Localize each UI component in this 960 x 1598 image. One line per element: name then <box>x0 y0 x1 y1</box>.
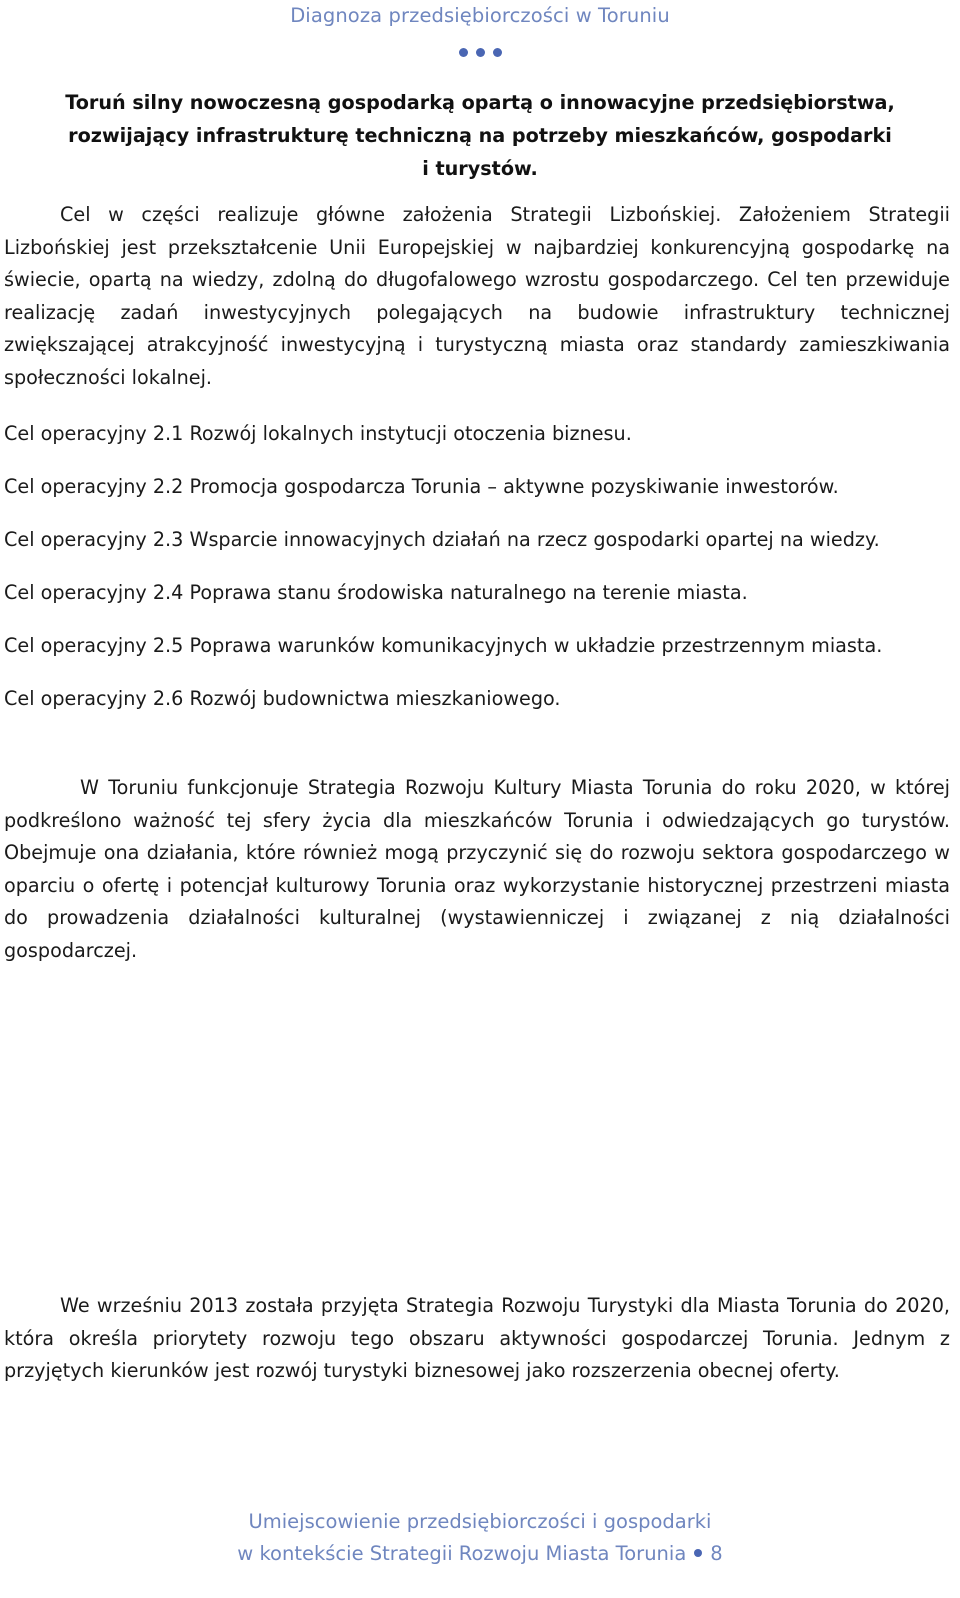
operational-goal-item: Cel operacyjny 2.3 Wsparcie innowacyjnych działań na rzecz gospodarki opartej na wiedzy. <box>4 528 880 551</box>
footer-separator-dot <box>694 1549 702 1557</box>
strategic-goal-heading <box>0 86 960 185</box>
operational-goal-item: Cel operacyjny 2.6 Rozwój budownictwa mieszkaniowego. <box>4 687 561 710</box>
ornament-dot <box>476 48 485 57</box>
page-number: 8 <box>710 1542 723 1565</box>
ornament-dot <box>493 48 502 57</box>
running-header: Diagnoza przedsiębiorczości w Toruniu <box>290 4 670 27</box>
heading-line: rozwijający infrastrukturę techniczną na potrzeby mieszkańców, gospodarki <box>68 124 892 147</box>
footer-line <box>0 1538 960 1570</box>
header-ornament <box>0 42 960 61</box>
operational-goal-item: Cel operacyjny 2.5 Poprawa warunków komunikacyjnych w układzie przestrzennym miasta. <box>4 634 883 657</box>
heading-line: Toruń silny nowoczesną gospodarką opartą o innowacyjne przedsiębiorstwa, <box>65 91 895 114</box>
operational-goal-item: Cel operacyjny 2.2 Promocja gospodarcza Torunia – aktywne pozyskiwanie inwestorów. <box>4 475 839 498</box>
heading-line: i turystów. <box>422 157 538 180</box>
footer-line: Umiejscowienie przedsiębiorczości i gospodarki <box>248 1510 712 1533</box>
body-paragraph: W Toruniu funkcjonuje Strategia Rozwoju Kultury Miasta Torunia do roku 2020, w której podkreślono ważność tej sfery życia dla mieszkańców Torunia i odwiedzających go turystów. Obejmuje ona działania, które również mogą przyczynić się do rozwoju sektora gospodarczego w oparciu o ofertę i potencjał kulturowy Torunia oraz wykorzystanie historycznej przestrzeni miasta do prowadzenia działalności kulturalnej (wystawienniczej i związanej z nią działalności gospodarczej. <box>4 776 950 962</box>
operational-goal-item: Cel operacyjny 2.4 Poprawa stanu środowiska naturalnego na terenie miasta. <box>4 581 748 604</box>
running-footer <box>0 1506 960 1570</box>
operational-goal-item: Cel operacyjny 2.1 Rozwój lokalnych instytucji otoczenia biznesu. <box>4 422 632 445</box>
body-paragraph: Cel w części realizuje główne założenia Strategii Lizbońskiej. Założeniem Strategii Lizbońskiej jest przekształcenie Unii Europejskiej w najbardziej konkurencyjną gospodarkę na świecie, opartą na wiedzy, zdolną do długofalowego wzrostu gospodarczego. Cel ten przewiduje realizację zadań inwestycyjnych polegających na budowie infrastruktury technicznej zwiększającej atrakcyjność inwestycyjną i turystyczną miasta oraz standardy zamieszkiwania społeczności lokalnej. <box>4 203 950 389</box>
ornament-dot <box>459 48 468 57</box>
footer-text: w kontekście Strategii Rozwoju Miasta Torunia <box>237 1542 687 1565</box>
body-paragraph: We wrześniu 2013 została przyjęta Strategia Rozwoju Turystyki dla Miasta Torunia do 2020, która określa priorytety rozwoju tego obszaru aktywności gospodarczej Torunia. Jednym z przyjętych kierunków jest rozwój turystyki biznesowej jako rozszerzenia obecnej oferty. <box>4 1294 950 1382</box>
